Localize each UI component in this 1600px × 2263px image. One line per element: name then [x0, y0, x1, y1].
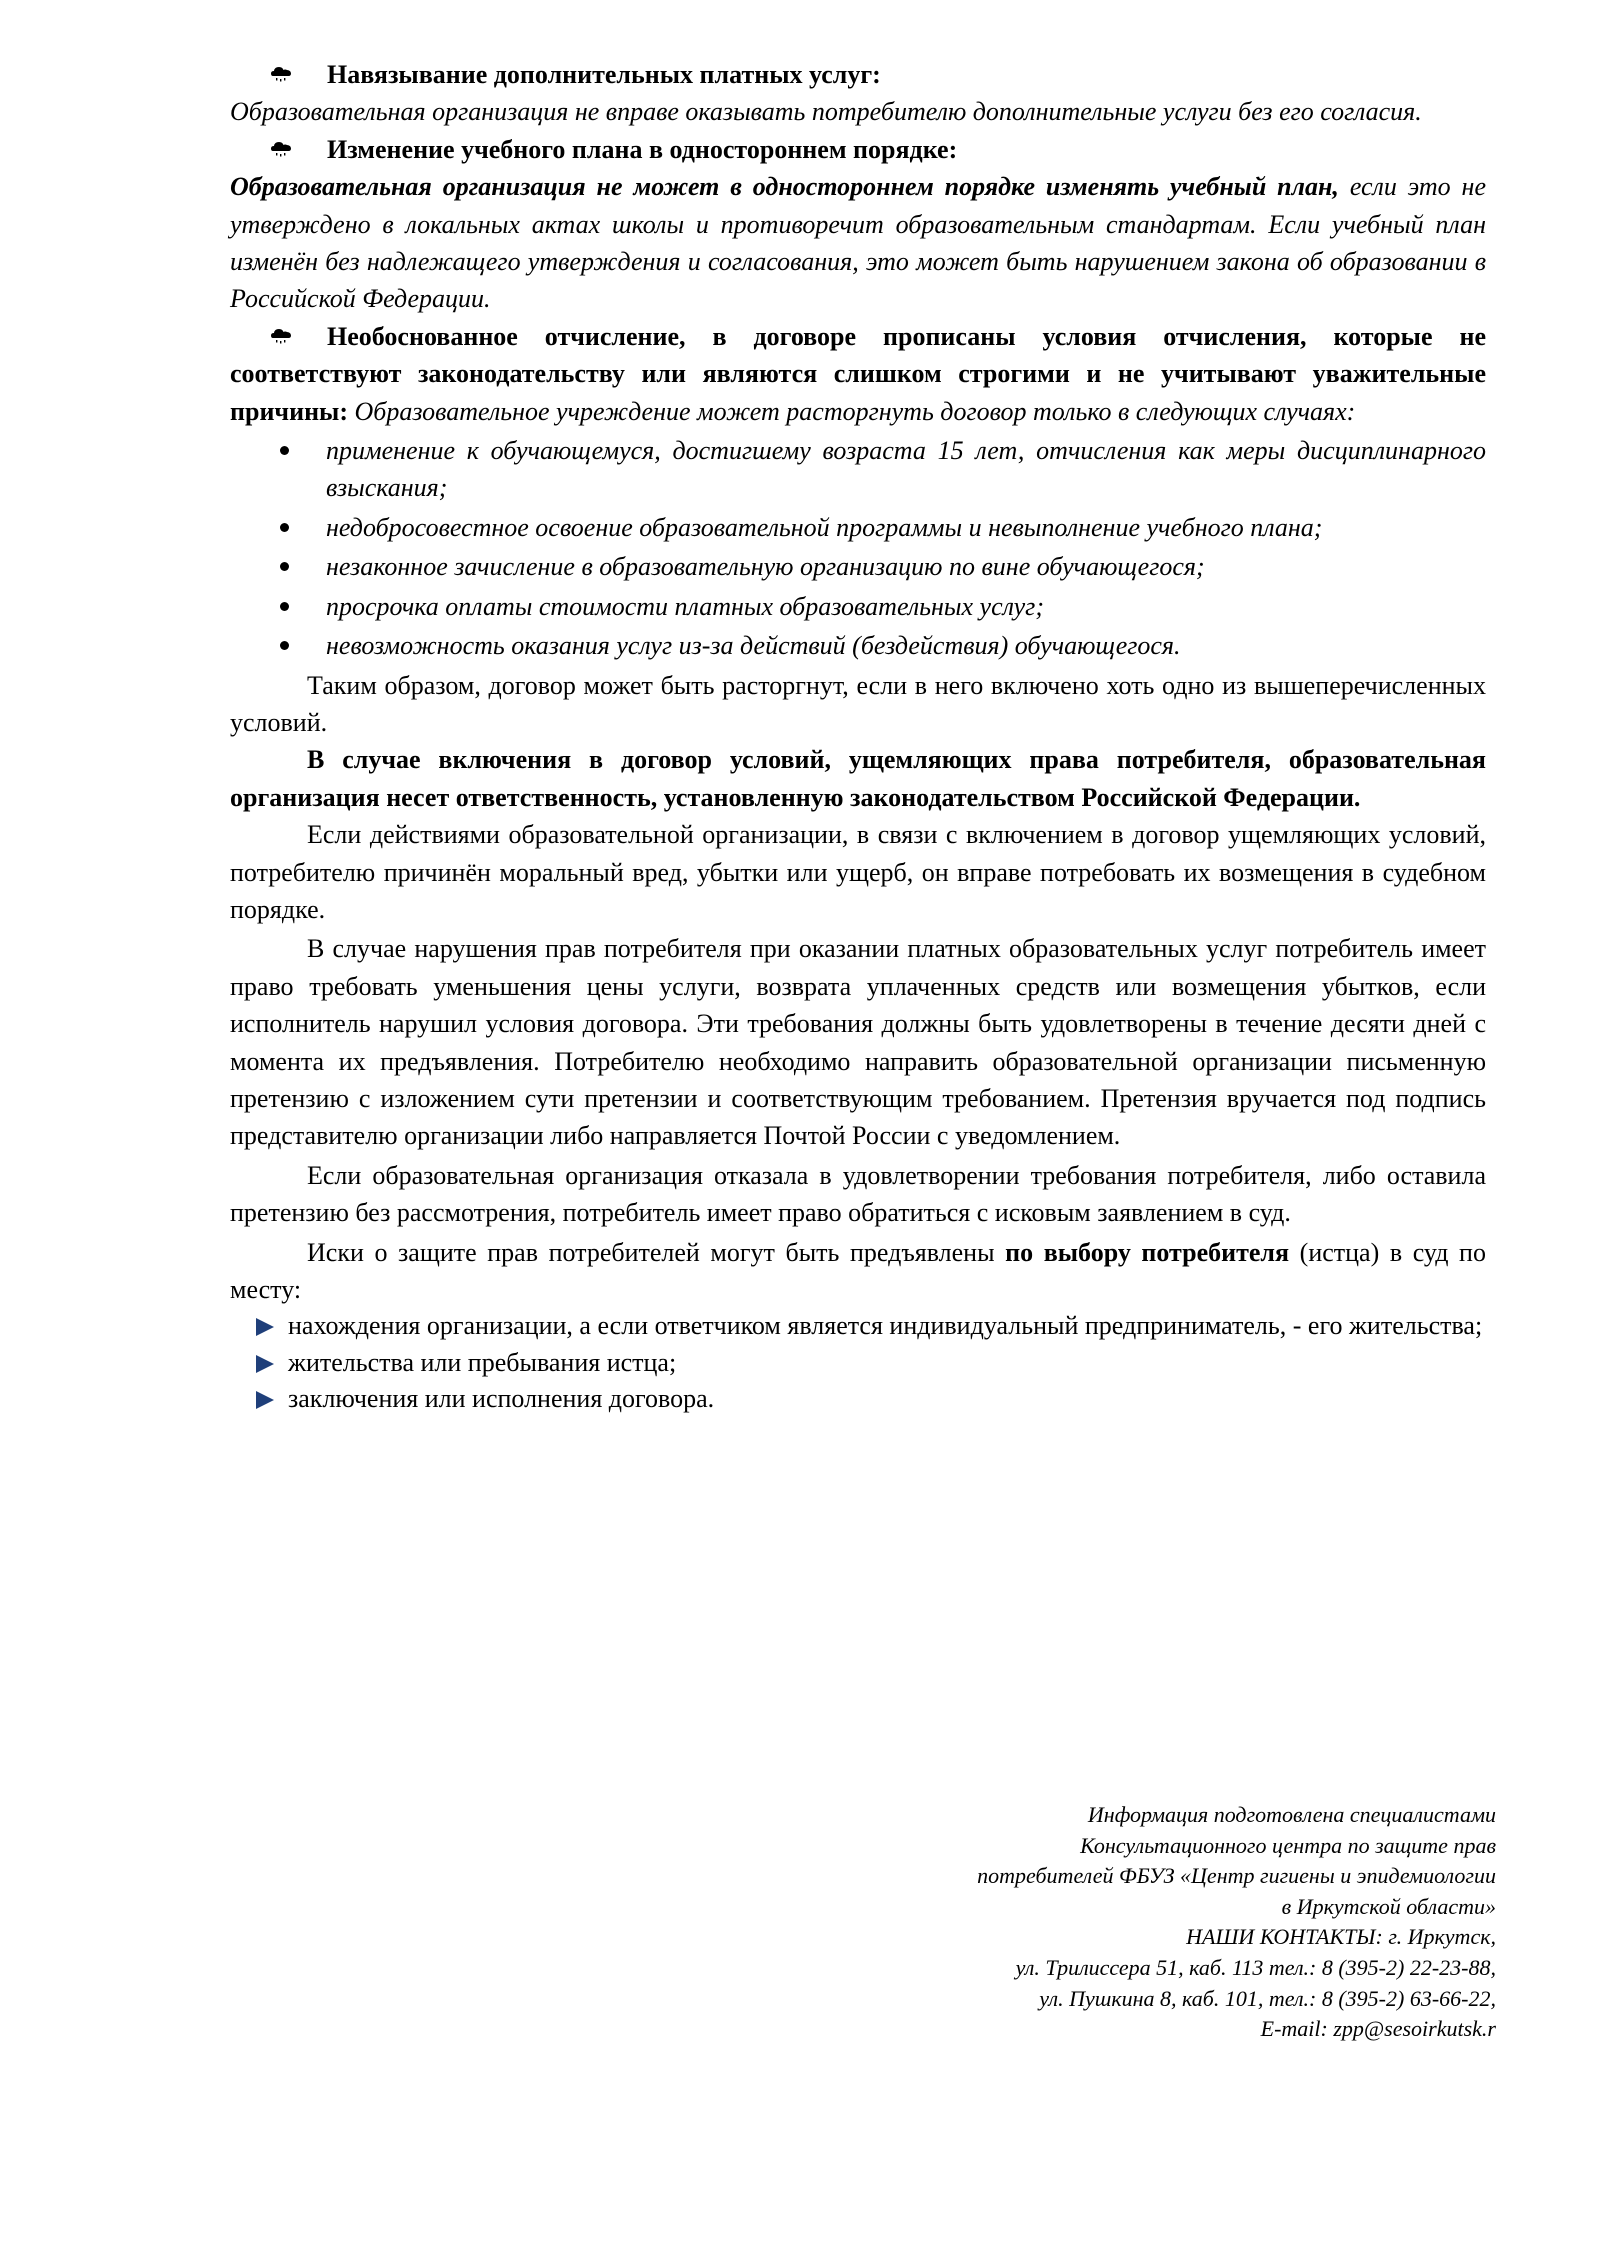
list-item-text: нахождения организации, а если ответчиком является индивидуальный предприниматель, - его жительства; [288, 1311, 1483, 1341]
triangle-right-icon [256, 1391, 274, 1409]
emphasis-text: Образовательная организация не может в одностороннем порядке изменять учебный план, [230, 172, 1339, 202]
triangle-right-icon [256, 1355, 274, 1373]
list-item [230, 1345, 1486, 1382]
rain-cloud-icon [270, 140, 292, 160]
list-item-text: просрочка оплаты стоимости платных образовательных услуг; [326, 591, 1044, 621]
list-item [230, 627, 1486, 664]
list-item [230, 432, 1486, 507]
footer-line: ул. Пушкина 8, каб. 101, тел.: 8 (395-2) 63-66-22, [1039, 1985, 1496, 2011]
list-item [230, 588, 1486, 625]
paragraph-claims [230, 1234, 1486, 1309]
body-text: (истца) в суд по месту: [230, 1237, 1486, 1304]
list-item-text: жительства или пребывания истца; [288, 1347, 677, 1377]
paragraph-responsibility: В случае включения в договор условий, ущемляющих права потребителя, образовательная организация несет ответственность, установленную законодательством Российской Федерации. [230, 745, 1486, 812]
list-item-text: недобросовестное освоение образовательной программы и невыполнение учебного плана; [326, 512, 1323, 542]
footer-line: в Иркутской области» [1281, 1893, 1496, 1919]
list-item-text: невозможность оказания услуг из-за действий (бездействия) обучающегося. [326, 631, 1181, 661]
bullet-dot-icon [280, 523, 289, 532]
document-page [230, 56, 1486, 1418]
list-item-text: применение к обучающемуся, достигшему возраста 15 лет, отчисления как меры дисциплинарного взыскания; [326, 436, 1486, 503]
section-heading-expulsion [230, 318, 1486, 430]
paragraph-violation: В случае нарушения прав потребителя при оказании платных образовательных услуг потребитель имеет право требовать уменьшения цены услуги, возврата уплаченных средств или возмещения убытков, если исполнитель нарушил условия договора. Эти требования должны быть удовлетворены в течение десяти дней с момента их предъявления. Потребителю необходимо направить образовательной организации письменную претензию с изложением сути претензии и соответствующим требованием. Претензия вручается под подпись представителю организации либо направляется Почтой России с уведомлением. [230, 934, 1486, 1151]
body-text: Иски о защите прав потребителей могут быть предъявлены [307, 1237, 1006, 1267]
bullet-dot-icon [280, 562, 289, 571]
paragraph-conclusion: Таким образом, договор может быть расторгнут, если в него включено хоть одно из вышеперечисленных условий. [230, 670, 1486, 737]
heading-text: Навязывание дополнительных платных услуг: [327, 60, 881, 89]
court-places-list [230, 1308, 1486, 1418]
footer-line: НАШИ КОНТАКТЫ: г. Иркутск, [1186, 1924, 1496, 1950]
footer-line: Консультационного центра по защите прав [1080, 1832, 1496, 1858]
body-text: если это не утверждено в локальных актах школы и противоречит образовательным стандартам. Если учебный план изменён без надлежащего утверждения и согласования, это может быть нарушением закона об образовании в Российской Федерации. [230, 172, 1487, 314]
emphasis-text: по выбору потребителя [1005, 1237, 1290, 1267]
section-heading-curriculum-change [230, 131, 1486, 168]
list-item [230, 509, 1486, 546]
list-item-text: заключения или исполнения договора. [288, 1384, 715, 1414]
list-item [230, 1308, 1486, 1345]
contact-footer [977, 1800, 1496, 2045]
paragraph-damages: Если действиями образовательной организации, в связи с включением в договор ущемляющих условий, потребителю причинён моральный вред, убытки или ущерб, он вправе потребовать их возмещения в судебном порядке. [230, 820, 1486, 924]
footer-email[interactable]: E-mail: zpp@sesoirkutsk.r [1260, 2016, 1496, 2042]
list-item [230, 548, 1486, 585]
section-heading-additional-services [230, 56, 1486, 93]
bullet-dot-icon [280, 641, 289, 650]
list-item [230, 1381, 1486, 1418]
footer-line: потребителей ФБУЗ «Центр гигиены и эпидемиологии [977, 1863, 1496, 1889]
triangle-right-icon [256, 1318, 274, 1336]
body-text: Образовательное учреждение может расторгнуть договор только в следующих случаях: [348, 396, 1356, 426]
section-text-additional-services: Образовательная организация не вправе оказывать потребителю дополнительные услуги без его согласия. [230, 97, 1422, 127]
rain-cloud-icon [270, 65, 292, 85]
list-item-text: незаконное зачисление в образовательную организацию по вине обучающегося; [326, 552, 1205, 582]
bullet-dot-icon [280, 602, 289, 611]
section-text-curriculum-change [230, 168, 1486, 318]
footer-line: ул. Трилиссера 51, каб. 113 тел.: 8 (395-2) 22-23-88, [1015, 1954, 1496, 1980]
footer-line: Информация подготовлена специалистами [1087, 1802, 1496, 1827]
heading-text: Необоснованное отчисление, в договоре прописаны условия отчисления, которые не соответствуют законодательству или являются слишком строгими и не учитывают уважительные причины: [230, 321, 1486, 426]
bullet-dot-icon [280, 446, 289, 455]
rain-cloud-icon [270, 327, 292, 347]
expulsion-grounds-list [230, 432, 1486, 664]
paragraph-refusal: Если образовательная организация отказала в удовлетворении требования потребителя, либо оставила претензию без рассмотрения, потребитель имеет право обратиться с исковым заявлением в суд. [230, 1160, 1486, 1228]
heading-text: Изменение учебного плана в одностороннем порядке: [327, 134, 958, 164]
